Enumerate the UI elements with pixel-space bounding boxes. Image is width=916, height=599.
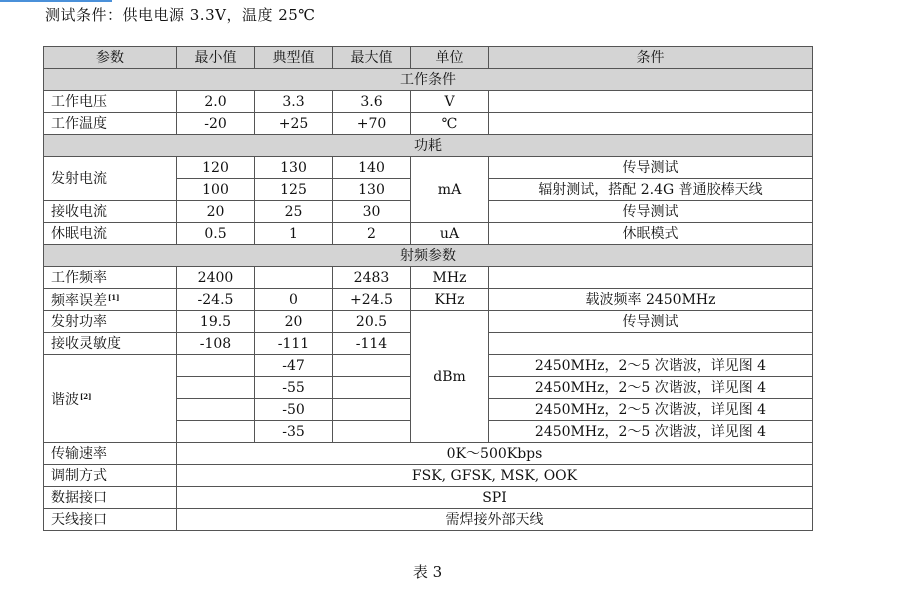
cell-cond xyxy=(489,113,813,135)
cell-max: 140 xyxy=(333,157,411,179)
cell-unit-dbm: dBm xyxy=(411,311,489,443)
section-row-power xyxy=(44,135,813,157)
section-row-operating xyxy=(44,69,813,91)
cell-min xyxy=(177,421,255,443)
cell-typ: 20 xyxy=(255,311,333,333)
cell-min: 20 xyxy=(177,201,255,223)
cell-typ: 3.3 xyxy=(255,91,333,113)
table-row xyxy=(44,289,813,311)
header-param: 参数 xyxy=(44,47,177,69)
param-freq-error xyxy=(44,289,177,311)
cell-antenna-value: 需焊接外部天线 xyxy=(177,509,813,531)
test-conditions-text: 测试条件：供电电源 3.3V，温度 25℃ xyxy=(45,6,316,24)
header-unit: 单位 xyxy=(411,47,489,69)
section-power-title: 功耗 xyxy=(44,135,813,157)
cell-min: -108 xyxy=(177,333,255,355)
cell-cond: 2450MHz，2～5 次谐波，详见图 4 xyxy=(489,399,813,421)
cell-cond: 2450MHz，2～5 次谐波，详见图 4 xyxy=(489,355,813,377)
cell-typ xyxy=(255,267,333,289)
section-row-rf xyxy=(44,245,813,267)
cell-cond: 载波频率 2450MHz xyxy=(489,289,813,311)
top-accent-bar xyxy=(0,0,112,2)
param-frequency: 工作频率 xyxy=(44,267,177,289)
cell-max: +70 xyxy=(333,113,411,135)
cell-min: -20 xyxy=(177,113,255,135)
param-sleep-current: 休眠电流 xyxy=(44,223,177,245)
cell-cond xyxy=(489,91,813,113)
cell-max: 30 xyxy=(333,201,411,223)
cell-typ: 130 xyxy=(255,157,333,179)
param-temperature: 工作温度 xyxy=(44,113,177,135)
table-row xyxy=(44,267,813,289)
cell-min: 2400 xyxy=(177,267,255,289)
cell-cond: 休眠模式 xyxy=(489,223,813,245)
table-row xyxy=(44,487,813,509)
cell-typ: -35 xyxy=(255,421,333,443)
param-data-interface: 数据接口 xyxy=(44,487,177,509)
cell-max: 130 xyxy=(333,179,411,201)
table-header-row xyxy=(44,47,813,69)
cell-data-rate-value: 0K～500Kbps xyxy=(177,443,813,465)
cell-cond: 2450MHz，2～5 次谐波，详见图 4 xyxy=(489,377,813,399)
cell-typ: 125 xyxy=(255,179,333,201)
cell-unit-ma: mA xyxy=(411,157,489,223)
cell-max: +24.5 xyxy=(333,289,411,311)
cell-max: 20.5 xyxy=(333,311,411,333)
table-row xyxy=(44,443,813,465)
cell-typ: -111 xyxy=(255,333,333,355)
cell-cond: 传导测试 xyxy=(489,311,813,333)
cell-min xyxy=(177,377,255,399)
table-row xyxy=(44,157,813,179)
cell-typ: 0 xyxy=(255,289,333,311)
section-rf-title: 射频参数 xyxy=(44,245,813,267)
header-min: 最小值 xyxy=(177,47,255,69)
cell-unit: ℃ xyxy=(411,113,489,135)
header-cond: 条件 xyxy=(489,47,813,69)
footnote-marker: [2] xyxy=(80,392,92,401)
header-max: 最大值 xyxy=(333,47,411,69)
section-operating-title: 工作条件 xyxy=(44,69,813,91)
cell-typ: +25 xyxy=(255,113,333,135)
cell-min: 2.0 xyxy=(177,91,255,113)
cell-cond: 传导测试 xyxy=(489,201,813,223)
table-row xyxy=(44,465,813,487)
cell-modulation-value: FSK, GFSK, MSK, OOK xyxy=(177,465,813,487)
cell-typ: -55 xyxy=(255,377,333,399)
table-row xyxy=(44,509,813,531)
spec-table xyxy=(43,46,813,531)
cell-min: 100 xyxy=(177,179,255,201)
param-rx-sensitivity: 接收灵敏度 xyxy=(44,333,177,355)
cell-unit: KHz xyxy=(411,289,489,311)
cell-min: -24.5 xyxy=(177,289,255,311)
cell-typ: 25 xyxy=(255,201,333,223)
param-data-rate: 传输速率 xyxy=(44,443,177,465)
cell-min: 120 xyxy=(177,157,255,179)
param-modulation: 调制方式 xyxy=(44,465,177,487)
cell-max: 2 xyxy=(333,223,411,245)
cell-max xyxy=(333,399,411,421)
cell-typ: -50 xyxy=(255,399,333,421)
cell-max: 2483 xyxy=(333,267,411,289)
cell-max xyxy=(333,355,411,377)
param-rx-current: 接收电流 xyxy=(44,201,177,223)
param-tx-current: 发射电流 xyxy=(44,157,177,201)
cell-cond: 辐射测试，搭配 2.4G 普通胶棒天线 xyxy=(489,179,813,201)
cell-min xyxy=(177,399,255,421)
cell-max xyxy=(333,377,411,399)
param-label: 谐波 xyxy=(51,392,79,408)
cell-cond: 2450MHz，2～5 次谐波，详见图 4 xyxy=(489,421,813,443)
param-voltage: 工作电压 xyxy=(44,91,177,113)
cell-min xyxy=(177,355,255,377)
cell-data-interface-value: SPI xyxy=(177,487,813,509)
cell-typ: 1 xyxy=(255,223,333,245)
cell-cond xyxy=(489,333,813,355)
cell-unit: uA xyxy=(411,223,489,245)
table-caption: 表 3 xyxy=(412,563,443,581)
table-row xyxy=(44,91,813,113)
cell-min: 19.5 xyxy=(177,311,255,333)
cell-min: 0.5 xyxy=(177,223,255,245)
header-typ: 典型值 xyxy=(255,47,333,69)
table-row xyxy=(44,113,813,135)
param-antenna: 天线接口 xyxy=(44,509,177,531)
table-row xyxy=(44,223,813,245)
table-row xyxy=(44,311,813,333)
cell-max: -114 xyxy=(333,333,411,355)
cell-typ: -47 xyxy=(255,355,333,377)
param-label: 频率误差 xyxy=(51,293,107,309)
footnote-marker: [1] xyxy=(108,293,120,302)
param-harmonics xyxy=(44,355,177,443)
cell-unit: MHz xyxy=(411,267,489,289)
cell-cond xyxy=(489,267,813,289)
cell-cond: 传导测试 xyxy=(489,157,813,179)
cell-unit: V xyxy=(411,91,489,113)
cell-max xyxy=(333,421,411,443)
cell-max: 3.6 xyxy=(333,91,411,113)
param-tx-power: 发射功率 xyxy=(44,311,177,333)
